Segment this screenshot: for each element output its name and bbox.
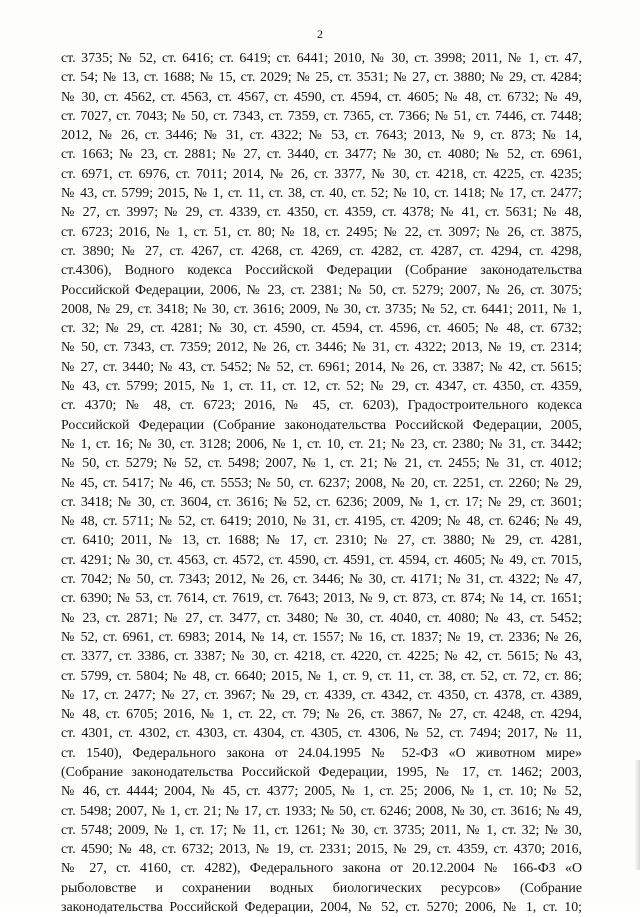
text-line: № 17, ст. 2477; № 27, ст. 3967; № 29, ст. 4339, ст. 4342, ст. 4350, ст. 4378, ст. 4389, bbox=[61, 687, 582, 703]
text-line: № 45, ст. 5417; № 46, ст. 5553; № 50, ст. 6237; 2008, № 20, ст. 2251, ст. 2260; № 29, bbox=[61, 475, 582, 491]
text-line: ст. 4590; № 48, ст. 6732; 2013, № 19, ст. 2331; 2015, № 29, ст. 4359, ст. 4370; 2016, bbox=[61, 842, 582, 858]
text-line: ст. 7042; № 50, ст. 7343; 2012, № 26, ст. 3446; № 30, ст. 4171; № 31, ст. 4322; № 47, bbox=[61, 572, 582, 588]
text-line: ст. 32; № 29, ст. 4281; № 30, ст. 4590, ст. 4594, ст. 4596, ст. 4605; № 48, ст. 6732; bbox=[61, 321, 582, 337]
text-line: № 50, ст. 7343, ст. 7359; 2012, № 26, ст. 3446; № 31, ст. 4322; 2013, № 19, ст. 2314; bbox=[61, 340, 582, 356]
text-line: 2012, № 26, ст. 3446; № 31, ст. 4322; № 53, ст. 7643; 2013, № 9, ст. 873; № 14, bbox=[61, 128, 582, 144]
text-line: ст. 54; № 13, ст. 1688; № 15, ст. 2029; № 25, ст. 3531; № 27, ст. 3880; № 29, ст. 4284; bbox=[61, 70, 582, 86]
text-line: ст. 6390; № 53, ст. 7614, ст. 7619, ст. 7643; 2013, № 9, ст. 873, ст. 874; № 14, ст. 1651; bbox=[61, 591, 582, 607]
text-line: № 27, ст. 3997; № 29, ст. 4339, ст. 4350, ст. 4359, ст. 4378; № 41, ст. 5631; № 48, bbox=[61, 205, 582, 221]
text-line: Российской Федерации, 2006, № 23, ст. 2381; № 50, ст. 5279; 2007, № 26, ст. 3075; bbox=[61, 282, 582, 298]
text-line: ст. 1663; № 23, ст. 2881; № 27, ст. 3440, ст. 3477; № 30, ст. 4080; № 52, ст. 6961, bbox=[61, 147, 582, 163]
text-line: № 46, ст. 4444; 2004, № 45, ст. 4377; 2005, № 1, ст. 25; 2006, № 1, ст. 10; № 52, bbox=[61, 784, 582, 800]
text-line: ст. 3890; № 27, ст. 4267, ст. 4268, ст. 4269, ст. 4282, ст. 4287, ст. 4294, ст. 4298, bbox=[61, 243, 582, 259]
text-line: № 52, ст. 6961, ст. 6983; 2014, № 14, ст. 1557; № 16, ст. 1837; № 19, ст. 2336; № 26, bbox=[61, 629, 582, 645]
text-line: № 50, ст. 5279; № 52, ст. 5498; 2007, № 1, ст. 21; № 21, ст. 2455; № 31, ст. 4012; bbox=[61, 456, 582, 472]
text-line: № 27, ст. 3440; № 43, ст. 5452; № 52, ст. 6961; 2014, № 26, ст. 3387; № 42, ст. 5615; bbox=[61, 359, 582, 375]
text-line: № 43, ст. 5799; 2015, № 1, ст. 11, ст. 12, ст. 52; № 29, ст. 4347, ст. 4350, ст. 4359, bbox=[61, 379, 582, 395]
text-line: ст. 6410; 2011, № 13, ст. 1688; № 17, ст. 2310; № 27, ст. 3880; № 29, ст. 4281, bbox=[61, 533, 582, 549]
text-line: ст. 6971, ст. 6976, ст. 7011; 2014, № 26, ст. 3377, № 30, ст. 4218, ст. 4225, ст. 4235; bbox=[61, 166, 582, 182]
text-line: Российской Федерации (Собрание законодательства Российской Федерации, 2005, bbox=[61, 417, 582, 433]
text-line: ст. 3735; № 52, ст. 6416; ст. 6419; ст. 6441; 2010, № 30, ст. 3998; 2011, № 1, ст. 47, bbox=[61, 51, 582, 66]
text-line: ст. 1540), Федерального закона от 24.04.1995 № 52-ФЗ «О животном мире» bbox=[61, 745, 582, 761]
text-line: № 43, ст. 5799; 2015, № 1, ст. 11, ст. 38, ст. 40, ст. 52; № 10, ст. 1418; № 17, ст. 2477; bbox=[61, 186, 582, 202]
text-line: 2008, № 29, ст. 3418; № 30, ст. 3616; 2009, № 30, ст. 3735; № 52, ст. 6441; 2011, № 1, bbox=[61, 301, 582, 317]
scan-edge-shadow bbox=[634, 760, 640, 870]
text-line: ст. 5799, ст. 5804; № 48, ст. 6640; 2015, № 1, ст. 9, ст. 11, ст. 38, ст. 52, ст. 72, ст. 86; bbox=[61, 668, 582, 684]
text-line: № 48, ст. 6705; 2016, № 1, ст. 22, ст. 79; № 26, ст. 3867, № 27, ст. 4248, ст. 4294, bbox=[61, 707, 582, 723]
text-line: № 1, ст. 16; № 30, ст. 3128; 2006, № 1, ст. 10, ст. 21; № 23, ст. 2380; № 31, ст. 3442; bbox=[61, 436, 582, 452]
text-line: ст. 3418; № 30, ст. 3604, ст. 3616; № 52, ст. 6236; 2009, № 1, ст. 17; № 29, ст. 3601; bbox=[61, 494, 582, 510]
page-number: 2 bbox=[317, 27, 323, 41]
text-line: ст. 4301, ст. 4302, ст. 4303, ст. 4304, ст. 4305, ст. 4306, № 52, ст. 7494; 2017, № 11, bbox=[61, 726, 582, 742]
text-line: законодательства Российской Федерации, 2004, № 52, ст. 5270; 2006, № 1, ст. 10; bbox=[61, 900, 582, 916]
text-line: ст. 4291; № 30, ст. 4563, ст. 4572, ст. 4590, ст. 4591, ст. 4594, ст. 4605; № 49, ст. 7015, bbox=[61, 552, 582, 568]
text-line: № 27, ст. 4160, ст. 4282), Федерального закона от 20.12.2004 № 166-ФЗ «О bbox=[61, 861, 582, 877]
text-line: ст. 5748; 2009, № 1, ст. 17; № 11, ст. 1261; № 30, ст. 3735; 2011, № 1, ст. 32; № 30, bbox=[61, 822, 582, 838]
text-line: рыболовстве и сохранении водных биологических ресурсов» (Собрание bbox=[61, 880, 582, 896]
text-line: ст.4306), Водного кодекса Российской Федерации (Собрание законодательства bbox=[61, 263, 582, 279]
text-line: ст. 3377, ст. 3386, ст. 3387; № 30, ст. 4218, ст. 4220, ст. 4225; № 42, ст. 5615; № 43, bbox=[61, 649, 582, 665]
text-line: (Собрание законодательства Российской Федерации, 1995, № 17, ст. 1462; 2003, bbox=[61, 764, 582, 780]
text-line: ст. 6723; 2016, № 1, ст. 51, ст. 80; № 18, ст. 2495; № 22, ст. 3097; № 26, ст. 3875, bbox=[61, 224, 582, 240]
body-text bbox=[61, 49, 582, 917]
text-line: № 23, ст. 2871; № 27, ст. 3477, ст. 3480; № 30, ст. 4040, ст. 4080; № 43, ст. 5452; bbox=[61, 610, 582, 626]
text-line: ст. 7027, ст. 7043; № 50, ст. 7343, ст. 7359, ст. 7365, ст. 7366; № 51, ст. 7446, ст. 7448; bbox=[61, 108, 582, 124]
text-line: № 30, ст. 4562, ст. 4563, ст. 4567, ст. 4590, ст. 4594, ст. 4605; № 48, ст. 6732; № 49, bbox=[61, 89, 582, 105]
text-line: ст. 5498; 2007, № 1, ст. 21; № 17, ст. 1933; № 50, ст. 6246; 2008, № 30, ст. 3616; № 49, bbox=[61, 803, 582, 819]
text-line: ст. 4370; № 48, ст. 6723; 2016, № 45, ст. 6203), Градостроительного кодекса bbox=[61, 398, 582, 414]
text-line: № 48, ст. 5711; № 52, ст. 6419; 2010, № 31, ст. 4195, ст. 4209; № 48, ст. 6246; № 49, bbox=[61, 514, 582, 530]
